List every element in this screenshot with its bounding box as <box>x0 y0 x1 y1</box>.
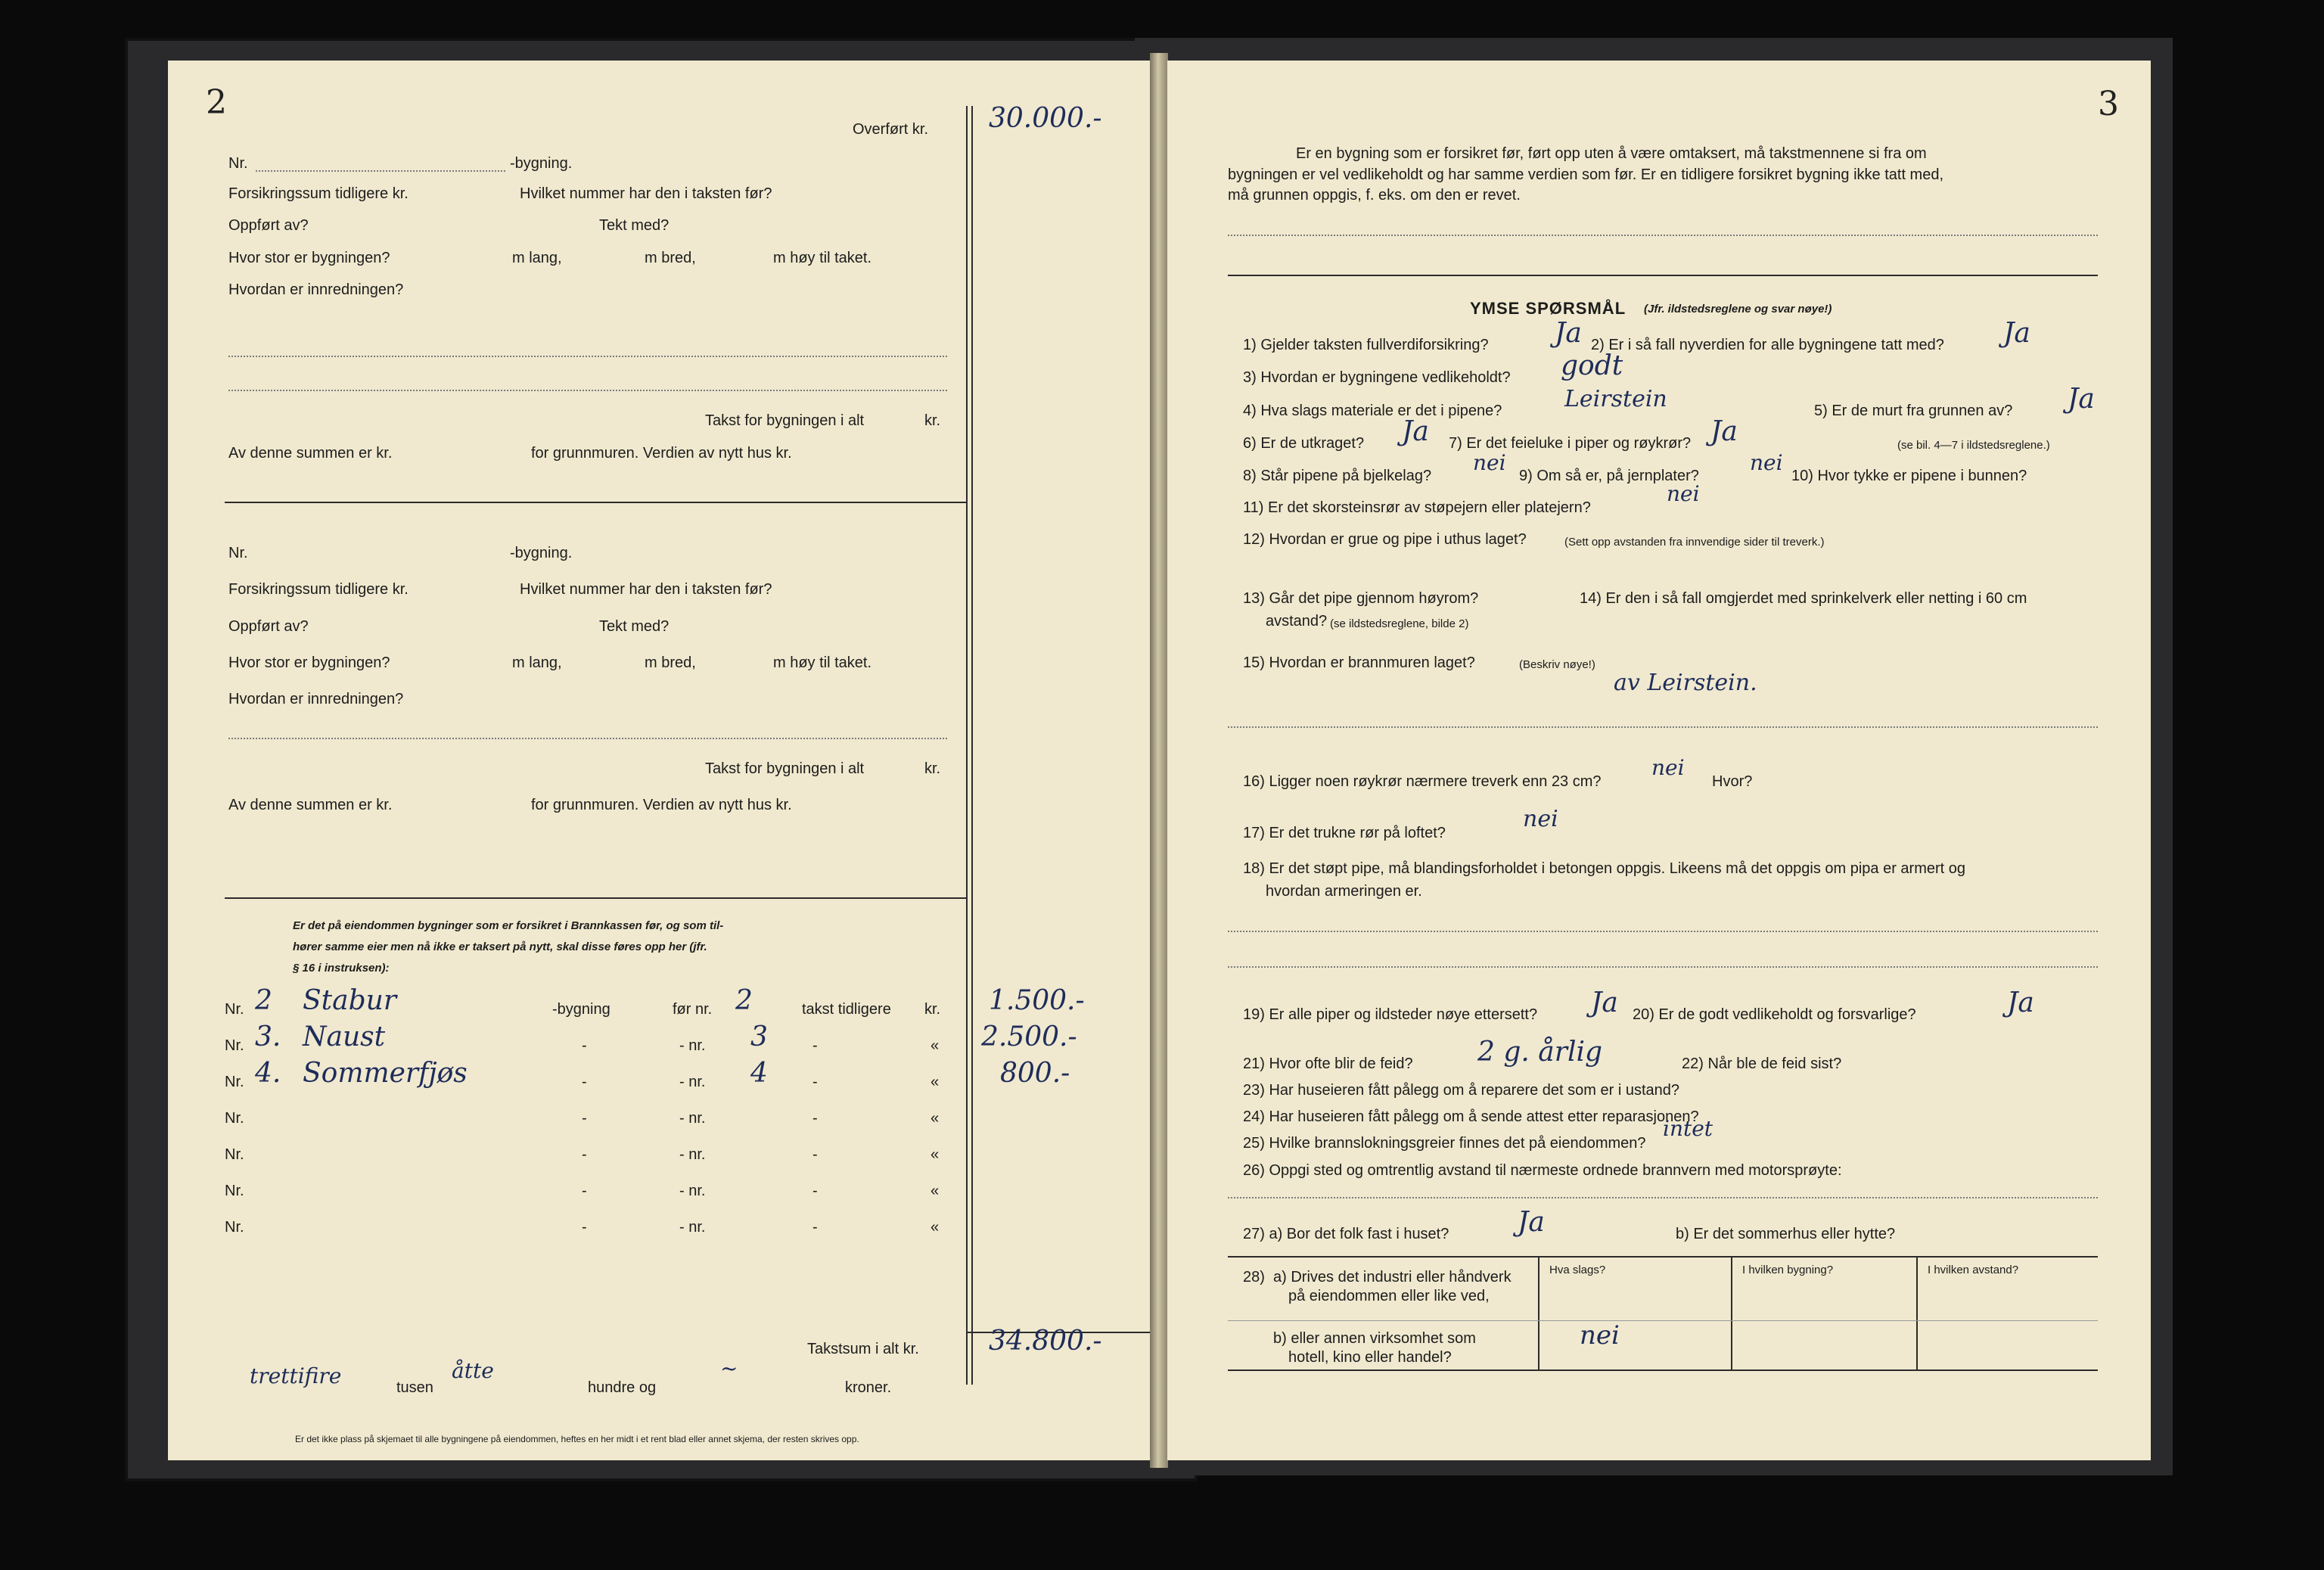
section-rule <box>1228 275 2098 276</box>
m-hoy-label: m høy til taket. <box>773 250 872 266</box>
q25: 25) Hvilke brannslokningsgreier finnes det på eiendommen? <box>1243 1135 1646 1152</box>
q16: 16) Ligger noen røykrør nærmere treverk enn 23 cm? <box>1243 773 1602 790</box>
intro-line-1: Er det på eiendommen bygninger som er forsikret i Brannkassen før, og som til- <box>293 919 724 932</box>
a5: Ja <box>2068 384 2095 415</box>
a9: nei <box>1750 450 1783 475</box>
q8: 8) Står pipene på bjelkelag? <box>1243 468 1432 484</box>
a3: godt <box>1561 350 1623 381</box>
row-dash: - <box>812 1037 818 1054</box>
q10: 10) Hvor tykke er pipene i bunnen? <box>1791 468 2027 484</box>
intro-line-1: Er en bygning som er forsikret før, ført opp uten å være omtaksert, må takstmennene si fra om <box>1296 145 1927 162</box>
row-nr: Nr. <box>225 1183 244 1199</box>
intro-line-2: bygningen er vel vedlikeholdt og har samme verdien som før. Er en tidligere forsikret bygning ikke tatt med, <box>1228 166 1944 183</box>
row-hw-name: Sommerfjøs <box>303 1058 468 1089</box>
innredning-line-1[interactable] <box>228 738 947 739</box>
q28-a-2: på eiendommen eller like ved, <box>1288 1288 1490 1304</box>
row-nr: Nr. <box>225 1074 244 1090</box>
left-page <box>168 61 1151 1460</box>
q9: 9) Om så er, på jernplater? <box>1519 468 1699 484</box>
oppfort-label: Oppført av? <box>228 618 309 635</box>
q3: 3) Hvordan er bygningene vedlikeholdt? <box>1243 369 1511 386</box>
q7: 7) Er det feieluke i piper og røykrør? <box>1449 435 1692 452</box>
tekt-label: Tekt med? <box>599 217 670 234</box>
oppfort-label: Oppført av? <box>228 217 309 234</box>
row-for: - nr. <box>679 1146 706 1163</box>
hw-rest: ~ <box>720 1356 738 1381</box>
q15-line[interactable] <box>1228 726 2098 728</box>
row-nr: Nr. <box>225 1219 244 1236</box>
intro-line-2: hører samme eier men nå ikke er taksert på nytt, skal disse føres opp her (jfr. <box>293 940 707 953</box>
q28-col-bygning: I hvilken bygning? <box>1742 1264 1834 1276</box>
hw-tens: trettifire <box>250 1363 342 1388</box>
kr-label: kr. <box>924 412 941 429</box>
q22: 22) Når ble de feid sist? <box>1682 1055 1842 1072</box>
q27: 27) a) Bor det folk fast i huset? <box>1243 1226 1449 1242</box>
q5: 5) Er de murt fra grunnen av? <box>1814 403 2013 419</box>
page-number: 3 <box>2098 85 2119 123</box>
nr-label: Nr. <box>228 545 248 561</box>
takstsum-value: 34.800.- <box>989 1326 1102 1357</box>
row-for: - nr. <box>679 1110 706 1127</box>
a20: Ja <box>2007 987 2034 1018</box>
section-title: YMSE SPØRSMÅL <box>1470 299 1626 318</box>
a28: nei <box>1580 1320 1620 1351</box>
kroner-label: kroner. <box>845 1379 892 1396</box>
intro-line-3: må grunnen oppgis, f. eks. om den er revet. <box>1228 187 1521 204</box>
q4: 4) Hva slags materiale er det i pipene? <box>1243 403 1502 419</box>
header-takst-tidligere: takst tidligere <box>802 1001 891 1018</box>
block-divider-2 <box>225 897 966 899</box>
row-hw-name: Stabur <box>303 985 397 1016</box>
bygning-label: -bygning. <box>510 545 573 561</box>
q28-col-avstand: I hvilken avstand? <box>1928 1264 2019 1276</box>
row-dash: - <box>812 1219 818 1236</box>
row-hw-value: 800.- <box>1000 1058 1070 1089</box>
nr-label: Nr. <box>228 155 248 172</box>
overfort-label: Overført kr. <box>853 121 928 138</box>
q28-number: 28) <box>1243 1269 1265 1286</box>
innredning-label: Hvordan er innredningen? <box>228 281 404 298</box>
q28-col-hva: Hva slags? <box>1549 1264 1606 1276</box>
row-ditto: « <box>931 1183 940 1199</box>
kr-label: kr. <box>924 760 941 777</box>
q12: 12) Hvordan er grue og pipe i uthus laget? <box>1243 531 1527 548</box>
q28-col-rule-3 <box>1916 1256 1918 1369</box>
row-hw-nr: 4. <box>255 1058 281 1089</box>
amount-column-rule-2 <box>971 106 973 1385</box>
takstsum-label: Takstsum i alt kr. <box>807 1341 919 1357</box>
q7-note: (se bil. 4—7 i ildstedsreglene.) <box>1897 439 2050 452</box>
row-nr: Nr. <box>225 1146 244 1163</box>
row-nr: Nr. <box>225 1001 244 1018</box>
m-lang-label: m lang, <box>512 250 562 266</box>
q28-col-rule-2 <box>1731 1256 1732 1369</box>
a8: nei <box>1473 450 1506 475</box>
row-dash: - <box>582 1219 587 1236</box>
row-hw-value: 1.500.- <box>989 985 1085 1016</box>
intro-line-3: § 16 i instruksen): <box>293 962 390 975</box>
q2: 2) Er i så fall nyverdien for alle bygningene tatt med? <box>1591 337 1944 353</box>
q19: 19) Er alle piper og ildsteder nøye ettersett? <box>1243 1006 1538 1023</box>
q18-line-1[interactable] <box>1228 931 2098 932</box>
a6: Ja <box>1402 416 1429 447</box>
m-bred-label: m bred, <box>645 250 696 266</box>
q15: 15) Hvordan er brannmuren laget? <box>1243 654 1475 671</box>
a15: av Leirstein. <box>1614 670 1757 696</box>
takst-label: Takst for bygningen i alt <box>705 760 865 777</box>
q14-note: (se ildstedsreglene, bilde 2) <box>1330 617 1469 630</box>
row-hw-for: 2 <box>735 985 753 1016</box>
q27-b: b) Er det sommerhus eller hytte? <box>1676 1226 1896 1242</box>
q28-a-1: a) Drives det industri eller håndverk <box>1273 1269 1512 1286</box>
q11: 11) Er det skorsteinsrør av støpejern eller platejern? <box>1243 499 1591 516</box>
a17: nei <box>1523 806 1558 832</box>
a7: Ja <box>1710 416 1738 447</box>
row-dash: - <box>812 1146 818 1163</box>
row-nr: Nr. <box>225 1037 244 1054</box>
a27: Ja <box>1518 1207 1545 1238</box>
row-hw-nr: 2 <box>255 985 272 1016</box>
bygning-label: -bygning. <box>510 155 573 172</box>
intro-blank-line[interactable] <box>1228 235 2098 236</box>
q24: 24) Har huseieren fått pålegg om å sende attest etter reparasjonen? <box>1243 1108 1699 1125</box>
header-kr: kr. <box>924 1001 941 1018</box>
q21: 21) Hvor ofte blir de feid? <box>1243 1055 1413 1072</box>
m-bred-label: m bred, <box>645 654 696 671</box>
row-dash: - <box>582 1110 587 1127</box>
block-divider-1 <box>225 502 966 503</box>
m-hoy-label: m høy til taket. <box>773 654 872 671</box>
row-dash: - <box>812 1183 818 1199</box>
row-hw-nr: 3. <box>255 1021 281 1052</box>
q17: 17) Er det trukne rør på loftet? <box>1243 825 1446 841</box>
tekt-label: Tekt med? <box>599 618 670 635</box>
row-dash: - <box>582 1183 587 1199</box>
hundre-label: hundre og <box>588 1379 657 1396</box>
q20: 20) Er de godt vedlikeholdt og forsvarlige? <box>1633 1006 1916 1023</box>
header-bygning: -bygning <box>552 1001 611 1018</box>
a1: Ja <box>1555 318 1582 349</box>
a25: intet <box>1663 1116 1713 1141</box>
q18: 18) Er det støpt pipe, må blandingsforholdet i betongen oppgis. Likeens må det oppgis om pipa er armert og <box>1243 860 1966 877</box>
amount-column-rule <box>966 106 968 1385</box>
row-hw-value: 2.500.- <box>981 1021 1077 1052</box>
q14-b: avstand? <box>1266 613 1328 630</box>
hvilket-label: Hvilket nummer har den i taksten før? <box>520 185 772 202</box>
q6: 6) Er de utkraget? <box>1243 435 1365 452</box>
a16: nei <box>1651 755 1685 780</box>
q18-b: hvordan armeringen er. <box>1266 883 1422 900</box>
q28-col-rule-1 <box>1538 1256 1539 1369</box>
row-ditto: « <box>931 1219 940 1236</box>
q12-note: (Sett opp avstanden fra innvendige sider til treverk.) <box>1564 536 1825 549</box>
q28-bottom-rule <box>1228 1369 2098 1371</box>
footnote: Er det ikke plass på skjemaet til alle bygningene på eiendommen, heftes en her midt i et rent blad eller annet skjema, der resten skrives opp. <box>295 1434 859 1444</box>
row-nr: Nr. <box>225 1110 244 1127</box>
row-for: - nr. <box>679 1183 706 1199</box>
hvor-stor-label: Hvor stor er bygningen? <box>228 654 390 671</box>
right-page <box>1167 61 2151 1460</box>
a19: Ja <box>1591 987 1618 1018</box>
row-dash: - <box>582 1037 587 1054</box>
row-dash: - <box>582 1074 587 1090</box>
av-denne-label: Av denne summen er kr. <box>228 797 393 813</box>
q16-b: Hvor? <box>1712 773 1753 790</box>
row-hw-name: Naust <box>303 1021 386 1052</box>
q28-top-rule <box>1228 1256 2098 1258</box>
hvilket-label: Hvilket nummer har den i taksten før? <box>520 581 772 598</box>
m-lang-label: m lang, <box>512 654 562 671</box>
takst-label: Takst for bygningen i alt <box>705 412 865 429</box>
page-number: 2 <box>206 83 227 122</box>
row-hw-for: 4 <box>750 1058 768 1089</box>
q28-b-2: hotell, kino eller handel? <box>1288 1349 1452 1366</box>
innredning-line-1[interactable] <box>228 356 947 357</box>
grunnmur-label: for grunnmuren. Verdien av nytt hus kr. <box>531 797 792 813</box>
row-for: før nr. <box>673 1001 713 1018</box>
overfort-value: 30.000.- <box>989 103 1102 134</box>
row-ditto: « <box>931 1110 940 1127</box>
row-ditto: « <box>931 1146 940 1163</box>
innredning-label: Hvordan er innredningen? <box>228 691 404 707</box>
q28-b-1: b) eller annen virksomhet som <box>1273 1330 1476 1347</box>
row-ditto: « <box>931 1074 940 1090</box>
nr-blank[interactable] <box>256 170 505 172</box>
row-dash: - <box>812 1110 818 1127</box>
q23: 23) Har huseieren fått pålegg om å reparere det som er i ustand? <box>1243 1082 1679 1099</box>
book-spine <box>1150 53 1168 1468</box>
row-ditto: « <box>931 1037 940 1054</box>
hvor-stor-label: Hvor stor er bygningen? <box>228 250 390 266</box>
row-for: - nr. <box>679 1219 706 1236</box>
forsikring-label: Forsikringssum tidligere kr. <box>228 581 409 598</box>
q18-line-2[interactable] <box>1228 966 2098 968</box>
hw-hundreds: åtte <box>452 1358 494 1383</box>
q14: 14) Er den i så fall omgjerdet med sprinkelverk eller netting i 60 cm <box>1580 590 2027 607</box>
row-dash: - <box>812 1074 818 1090</box>
q26-line[interactable] <box>1228 1197 2098 1198</box>
forsikring-label: Forsikringssum tidligere kr. <box>228 185 409 202</box>
tusen-label: tusen <box>396 1379 433 1396</box>
section-subtitle: (Jfr. ildstedsreglene og svar nøye!) <box>1644 303 1832 316</box>
grunnmur-label: for grunnmuren. Verdien av nytt hus kr. <box>531 445 792 462</box>
q13: 13) Går det pipe gjennom høyrom? <box>1243 590 1479 607</box>
row-hw-for: 3 <box>750 1021 768 1052</box>
row-dash: - <box>582 1146 587 1163</box>
row-for: - nr. <box>679 1074 706 1090</box>
a4: Leirstein <box>1564 386 1667 412</box>
a21: 2 g. årlig <box>1477 1037 1603 1068</box>
a2: Ja <box>2003 318 2030 349</box>
q15-note: (Beskriv nøye!) <box>1519 658 1595 671</box>
a11: nei <box>1667 481 1700 506</box>
q26: 26) Oppgi sted og omtrentlig avstand til nærmeste ordnede brannvern med motorsprøyte: <box>1243 1162 1842 1179</box>
q28-mid-rule <box>1228 1320 2098 1321</box>
av-denne-label: Av denne summen er kr. <box>228 445 393 462</box>
row-for: - nr. <box>679 1037 706 1054</box>
q1: 1) Gjelder taksten fullverdiforsikring? <box>1243 337 1489 353</box>
innredning-line-2[interactable] <box>228 390 947 391</box>
